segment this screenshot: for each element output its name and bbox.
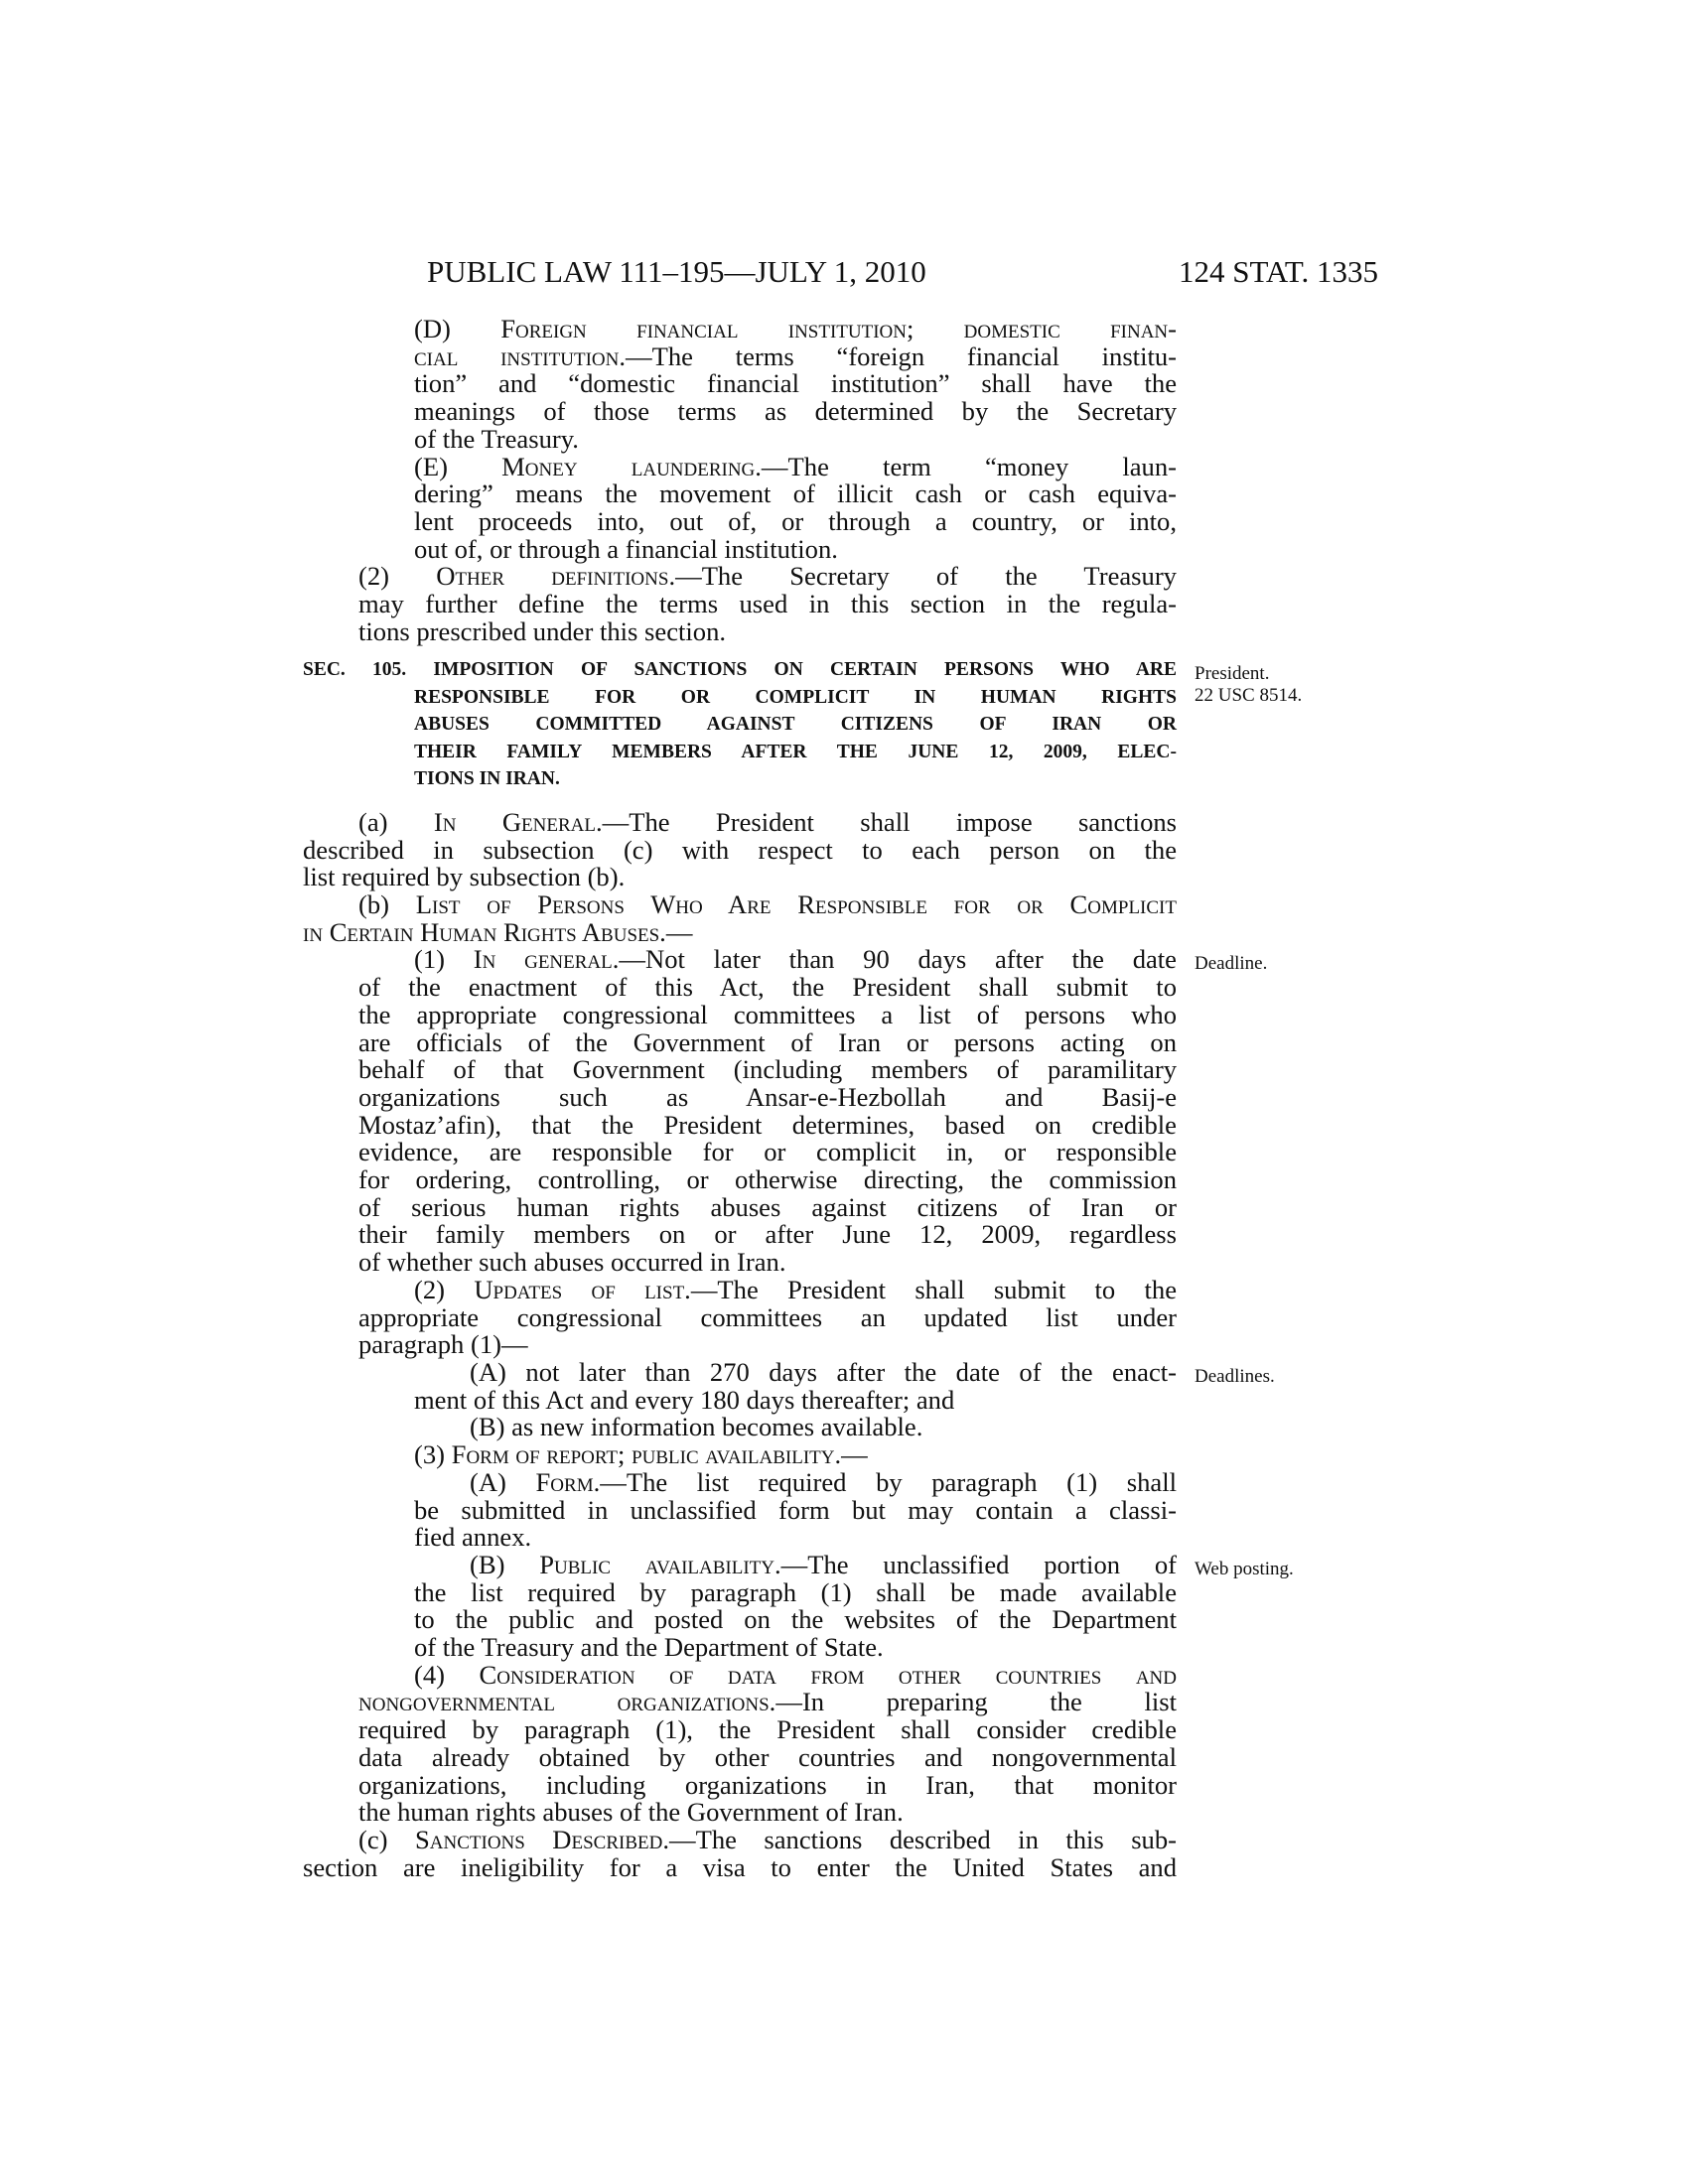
paragraph-b2b-new-information: (B) as new information becomes available. — [470, 1412, 923, 1442]
margin-note-usc-citation: 22 USC 8514. — [1195, 685, 1303, 706]
paragraph-d-foreign-financial-institution: (D) Foreign financial institution; domestic finan- cial institution.—The terms “foreign financial institu- tion” and “domestic financial institution” shall have the meanings of those terms as determined by the Secretary of the Treasury. — [414, 314, 1178, 454]
margin-note-deadline: Deadline. — [1195, 953, 1268, 974]
header-statute-page: 124 STAT. 1335 — [1178, 254, 1378, 289]
margin-note-deadlines: Deadlines. — [1195, 1366, 1275, 1387]
paragraph-2-other-definitions: (2) Other definitions.—The Secretary of the Treasury may further define the terms used in this section in the regula- tions prescribed under this section. — [358, 561, 1177, 646]
margin-note-president: President. 22 USC 8514. — [1195, 663, 1303, 706]
running-header — [427, 250, 1378, 294]
margin-note-web-posting: Web posting. — [1195, 1559, 1294, 1579]
paragraph-b3-form-of-report: (3) Form of report; public availability.— — [414, 1439, 868, 1470]
paragraph-b3a-form: (A) Form.—The list required by paragraph (1) shall be submitted in unclassified form but may contain a classi- fied annex. — [414, 1466, 1177, 1553]
paragraph-b-list-of-persons: (b) List of Persons Who Are Responsible for or Complicit in Certain Human Rights Abuses.— — [303, 889, 1177, 947]
paragraph-c-sanctions-described: (c) Sanctions Described.—The sanctions described in this sub- section are ineligibility for a visa to enter the United States and — [303, 1824, 1177, 1882]
paragraph-b1-in-general: (1) In general.—Not later than 90 days after the date of the enactment of this Act, the President shall submit to the appropriate congressional committees a list of persons who are officials of the Government of Iran or persons acting on behalf of that Government (including members of paramilitary organizations such as Ansar-e-Hezbollah and Basij-e Mostaz’afin), that the President determines, based on credible evidence, are responsible for or complicit in, or responsible for ordering, controlling, or otherwise directing, the commission of serious human rights abuses against citizens of Iran or their family members on or after June 12, 2009, regardless of whether such abuses occurred in Iran. — [358, 944, 1177, 1278]
paragraph-e-money-laundering: (E) Money laundering.—The term “money laun- dering” means the movement of illicit cash or cash equiva- lent proceeds into, out of, or through a country, or into, out of, or through a financial institution. — [414, 451, 1177, 564]
section-105-heading: SEC. 105. IMPOSITION OF SANCTIONS ON CERTAIN PERSONS WHO ARE RESPONSIBLE FOR OR COMPLICIT IN HUMAN RIGHTS ABUSES COMMITTED AGAINST CITIZENS OF IRAN OR THEIR FAMILY MEMBERS AFTER THE JUNE 12, 2009, ELEC- TIONS IN IRAN. — [303, 659, 1177, 790]
paragraph-b4-consideration-of-data: (4) Consideration of data from other countries and nongovernmental organizations.—In preparing the list required by paragraph (1), the President shall consider credible data already obtained by other countries and nongovernmental organizations, including organizations in Iran, that monitor the human rights abuses of the Government of Iran. — [358, 1659, 1178, 1828]
paragraph-b2-updates-of-list: (2) Updates of list.—The President shall submit to the appropriate congressional committees an updated list under paragraph (1)— — [358, 1274, 1177, 1360]
header-law-citation: PUBLIC LAW 111–195—JULY 1, 2010 — [427, 254, 926, 289]
paragraph-b2a-not-later-than: (A) not later than 270 days after the date of the enact- ment of this Act and every 180 days thereafter; and — [414, 1357, 1177, 1415]
paragraph-b3b-public-availability: (B) Public availability.—The unclassified portion of the list required by paragraph (1) shall be made available to the public and posted on the websites of the Department of the Treasury and the Department of State. — [414, 1549, 1177, 1663]
paragraph-a-in-general: (a) In General.—The President shall impose sanctions described in subsection (c) with respect to each person on the list required by subsection (b). — [303, 806, 1178, 892]
document-body — [303, 316, 1177, 1881]
